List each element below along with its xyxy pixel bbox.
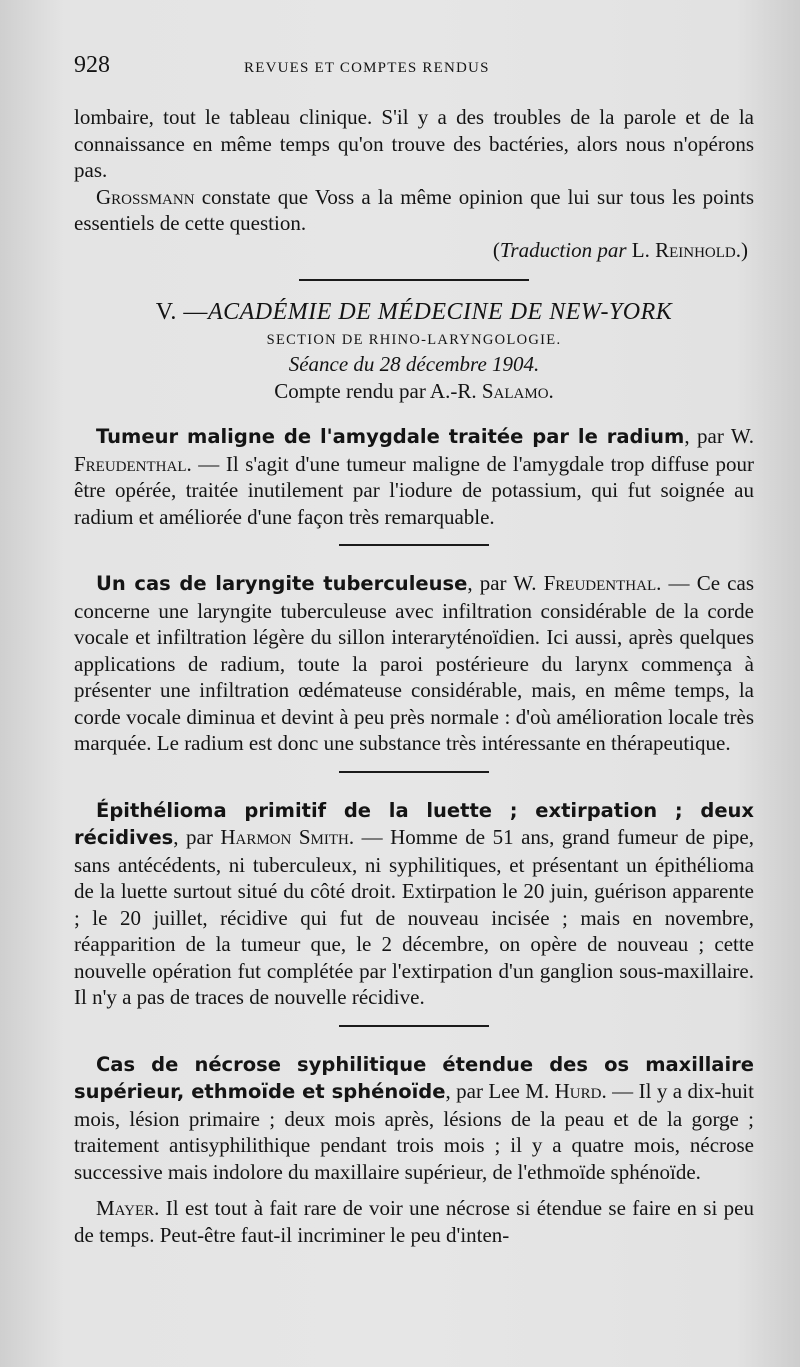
credit-open: ( (492, 237, 500, 262)
mayer-name: Mayer (96, 1196, 155, 1220)
article-divider (339, 544, 489, 546)
academy-heading (74, 297, 754, 327)
report-credit (74, 377, 754, 405)
section-subtitle: SECTION DE RHINO-LARYNGOLOGIE. (266, 332, 562, 348)
article-text: . — Ce cas concerne une laryngite tuberculeuse avec infiltration considérable de la corde vocale et infiltration légère du sillon interaryténoïdien. Ici aussi, après quelques applications de radium, toute la paroi postérieure du larynx commença à présenter une infiltration œdémateuse considérable, mais, en même temps, la corde vocale diminua et devint à peu près normale : d'où amélioration locale très marquée. Le radium est donc une substance très intéressante en thérapeutique. (74, 571, 754, 755)
credit-close: .) (735, 237, 748, 262)
article-author: Harmon Smith (220, 825, 349, 849)
section-divider (299, 279, 529, 281)
page-number: 928 (74, 52, 110, 78)
credit-initial: L. (626, 237, 656, 262)
article-by: , par (173, 825, 221, 849)
article-title: Épithélioma primitif de la luette ; extirpation ; deux récidives (74, 798, 754, 849)
compte-name: Salamo (481, 379, 549, 403)
article-4 (74, 1051, 754, 1186)
article-author: Hurd (554, 1079, 602, 1103)
running-title: REVUES ET COMPTES RENDUS (244, 60, 490, 76)
grossmann-text: constate que Voss a la même opinion que lui sur tous les points essentiels de cette question. (74, 184, 754, 235)
seance-date: Séance du 28 décembre 1904. (288, 352, 540, 376)
running-head (74, 52, 754, 86)
article-author: Freudenthal (74, 451, 187, 476)
article-2 (74, 570, 754, 757)
article-1 (74, 423, 754, 530)
credit-name: Reinhold (655, 237, 736, 262)
article-divider (339, 771, 489, 773)
article-by: , par W. (684, 424, 754, 448)
article-title: Un cas de laryngite tuberculeuse (96, 572, 468, 595)
credit-italic: Traduction par (499, 237, 627, 262)
article-author: Freudenthal (543, 571, 657, 595)
intro-paragraph: lombaire, tout le tableau clinique. S'il y a des troubles de la parole et de la connaissance en même temps qu'on trouve des bactéries, alors nous n'opérons pas. (74, 105, 754, 182)
mayer-paragraph (74, 1195, 754, 1248)
article-3 (74, 797, 754, 1011)
academy-number: V. — (155, 299, 208, 325)
article-text: . — Il s'agit d'une tumeur maligne de l'amygdale trop diffuse pour être opérée, traitée inutilement par l'iodure de potassium, qui fut soignée au radium et améliorée d'une façon très remarquable. (74, 451, 754, 529)
article-title: Tumeur maligne de l'amygdale traitée par le radium (96, 425, 685, 448)
article-title: Cas de nécrose syphilitique étendue des os maxillaire supérieur, ethmoïde et sphénoïde (74, 1052, 754, 1103)
grossmann-name: Grossmann (96, 184, 195, 209)
academy-title: ACADÉMIE DE MÉDECINE DE NEW-YORK (207, 299, 673, 325)
article-text: . — Homme de 51 ans, grand fumeur de pipe, sans antécédents, ni tuberculeux, ni syphilitiques, et présentant un épithélioma de la luette surtout situé du côté droit. Extirpation le 20 juin, guérison apparente ; le 20 juillet, récidive qui fut de nouveau incisée ; mais en novembre, réapparition de la tumeur que, le 2 décembre, on opère de nouveau ; cette nouvelle opération fut complétée par l'extirpation d'un ganglion sous-maxillaire. Il n'y a pas de traces de nouvelle récidive. (74, 825, 754, 1009)
article-text: . — Il y a dix-huit mois, lésion primaire ; deux mois après, lésions de la peau et de la gorge ; traitement antisyphilithique pendant trois mois ; il y a quatre mois, nécrose successive mais indolore du maxillaire supérieur, de l'ethmoïde sphénoïde. (74, 1079, 754, 1184)
article-by: , par W. (467, 571, 544, 595)
compte-suffix: . (548, 379, 554, 403)
translation-credit (74, 237, 748, 264)
compte-prefix: Compte rendu par A.-R. (274, 379, 482, 403)
article-by: , par Lee M. (445, 1079, 555, 1103)
grossmann-paragraph (74, 184, 754, 237)
mayer-text: . Il est tout à fait rare de voir une nécrose si étendue se faire en si peu de temps. Peut-être faut-il incriminer le peu d'inten- (74, 1196, 754, 1247)
article-divider (339, 1025, 489, 1027)
